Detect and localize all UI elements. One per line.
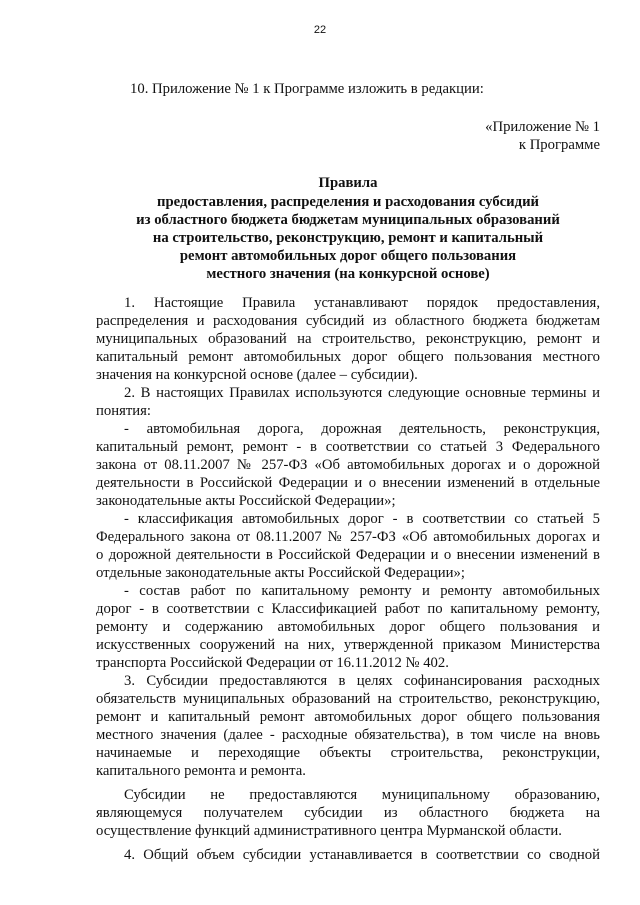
body-line: - состав работ по капитальному ремонту и ремонту автомобильных: [124, 583, 600, 599]
body-line: осуществление функций административного центра Мурманской области.: [96, 823, 562, 839]
title-line: на строительство, реконструкцию, ремонт и капитальный: [152, 230, 544, 246]
body-line: ремонт и капитальный ремонт автомобильных дорог общего пользования: [96, 709, 600, 725]
body-line: значения на конкурсной основе (далее – субсидии).: [96, 367, 418, 383]
title-heading: Правила: [318, 175, 378, 191]
body-line: муниципальных образований на строительство, реконструкцию, ремонт и: [96, 331, 600, 347]
body-line: местного значения (далее - расходные обязательства), в том числе на вновь: [96, 727, 600, 743]
body-line: закона от 08.11.2007 № 257-ФЗ «Об автомобильных дорогах и о дорожной: [96, 457, 600, 473]
body-line: понятия:: [96, 403, 151, 419]
body-line: Федерального закона от 08.11.2007 № 257-ФЗ «Об автомобильных дорогах и: [96, 529, 600, 545]
title-line: из областного бюджета бюджетам муниципальных образований: [136, 212, 560, 228]
body-line: 1. Настоящие Правила устанавливают порядок предоставления,: [124, 295, 600, 311]
body-line: - классификация автомобильных дорог - в соответствии со статьей 5: [124, 511, 600, 527]
body-line: отдельные законодательные акты Российской Федерации»;: [96, 565, 465, 581]
body-line: о дорожной деятельности в Российской Федерации и о внесении изменений в: [96, 547, 600, 563]
body-line: - автомобильная дорога, дорожная деятельность, реконструкция,: [124, 421, 600, 437]
body-line: являющемуся получателем субсидии из областного бюджета на: [96, 805, 600, 821]
body-line: капитального ремонта и ремонта.: [96, 763, 306, 779]
body-line: дорог - в соответствии с Классификацией работ по капитальному ремонту,: [96, 601, 600, 617]
title-line: местного значения (на конкурсной основе): [206, 266, 490, 282]
body-line: 2. В настоящих Правилах используются следующие основные термины и: [124, 385, 600, 401]
body-line: 4. Общий объем субсидии устанавливается в соответствии со сводной: [124, 847, 600, 863]
body-line: законодательные акты Российской Федерации»;: [96, 493, 396, 509]
body-line: Субсидии не предоставляются муниципальному образованию,: [124, 787, 600, 803]
body-line: 3. Субсидии предоставляются в целях софинансирования расходных: [124, 673, 600, 689]
body-line: капитальный ремонт автомобильных дорог общего пользования местного: [96, 349, 600, 365]
body-line: распределения и расходования субсидий из областного бюджета бюджетам: [96, 313, 600, 329]
body-line: транспорта Российской Федерации от 16.11.2012 № 402.: [96, 655, 449, 671]
body-line: начинаемые и переходящие объекты строительства, реконструкции,: [96, 745, 600, 761]
annex-ref-line-1: «Приложение № 1: [485, 119, 600, 135]
page-number: 22: [313, 24, 327, 36]
title-line: предоставления, распределения и расходования субсидий: [157, 194, 539, 210]
body-line: капитальный ремонт, ремонт - в соответствии со статьей 3 Федерального: [96, 439, 600, 455]
title-line: ремонт автомобильных дорог общего пользования: [179, 248, 517, 264]
body-line: обязательств муниципальных образований на строительство, реконструкцию,: [96, 691, 600, 707]
body-line: деятельности в Российской Федерации и о внесении изменений в отдельные: [96, 475, 600, 491]
annex-ref-line-2: к Программе: [518, 137, 600, 153]
body-line: ремонту и содержанию автомобильных дорог общего пользования и: [96, 619, 600, 635]
body-line: искусственных сооружений на них, утвержденной приказом Министерства: [96, 637, 600, 653]
intro-line: 10. Приложение № 1 к Программе изложить в редакции:: [130, 81, 484, 97]
